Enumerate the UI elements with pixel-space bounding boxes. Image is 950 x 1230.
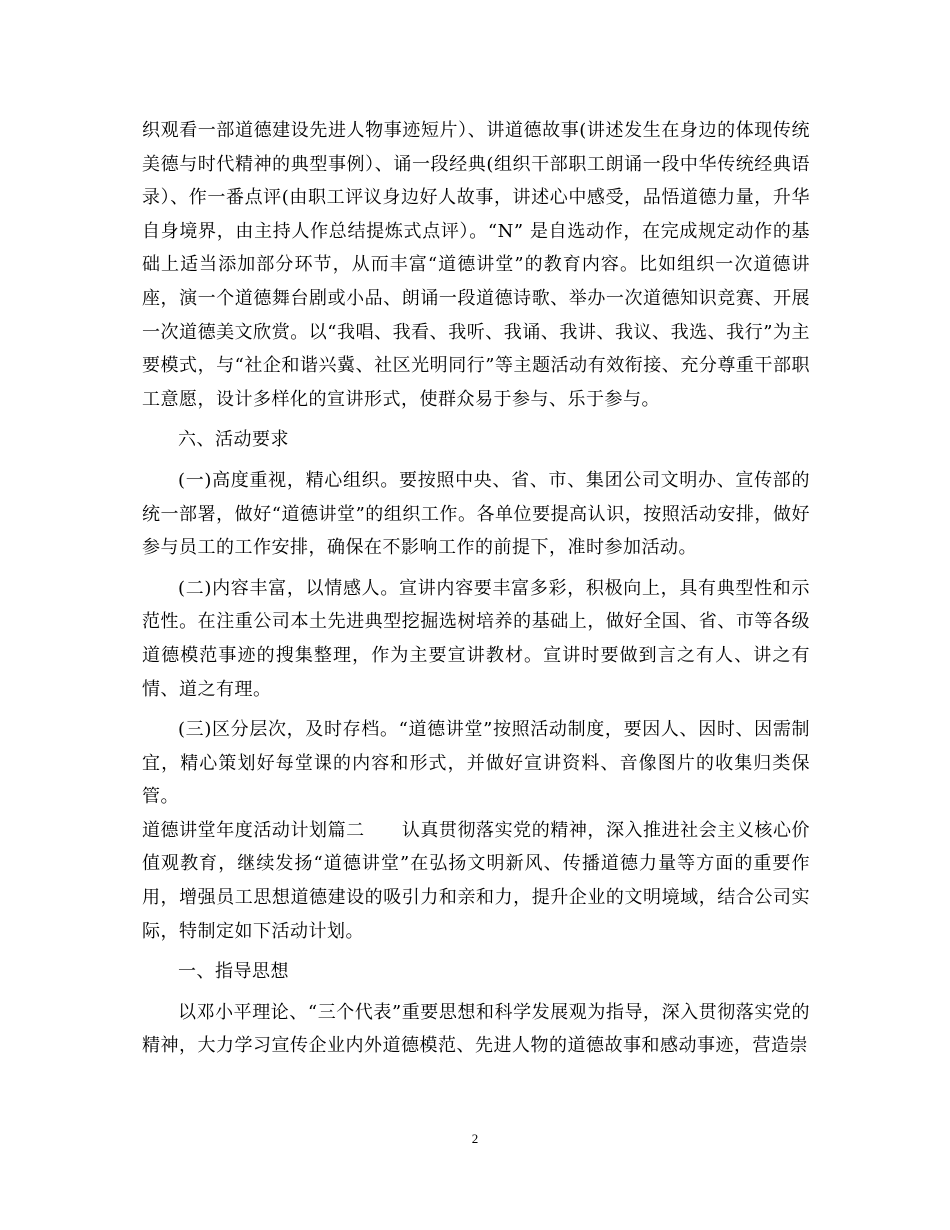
page-number: 2 bbox=[471, 1131, 479, 1146]
heading-guiding-ideology: 一、指导思想 bbox=[178, 961, 289, 983]
plan-two-intro-text: 认真贯彻落实党的精神，深入推进社会主义核心价值观教育，继续发扬“道德讲堂”在弘扬文明新风、传播道德力量等方面的重要作用，增强员工思想道德建设的吸引力和亲和力，提升企业的文明境域，结合公司实际，特制定如下活动计划。 bbox=[142, 819, 811, 942]
paragraph-plan-two-intro bbox=[142, 814, 810, 948]
paragraph-requirement-2: (二)内容丰富，以情感人。宣讲内容要丰富多彩，积极向上，具有典型性和示范性。在注重公司本土先进典型挖掘选树培养的基础上，做好全国、省、市等各级道德模范事迹的搜集整理，作为主要宣讲教材。宣讲时要做到言之有人、讲之有情、道之有理。 bbox=[142, 577, 810, 700]
paragraph-guiding-ideology: 以邓小平理论、“三个代表”重要思想和科学发展观为指导，深入贯彻落实党的精神，大力学习宣传企业内外道德模范、先进人物的道德故事和感动事迹，营造崇 bbox=[142, 1001, 810, 1057]
section-title: 道德讲堂年度活动计划篇二 bbox=[142, 819, 365, 841]
paragraph-requirement-3: (三)区分层次，及时存档。“道德讲堂”按照活动制度，要因人、因时、因需制宜，精心策划好每堂课的内容和形式，并做好宣讲资料、音像图片的收集归类保管。 bbox=[142, 719, 810, 808]
paragraph-requirement-1: (一)高度重视，精心组织。要按照中央、省、市、集团公司文明办、宣传部的统一部署，做好“道德讲堂”的组织工作。各单位要提高认识，按照活动安排，做好参与员工的工作安排，确保在不影响工作的前提下，准时参加活动。 bbox=[142, 469, 810, 559]
paragraph-activity-forms: 织观看一部道德建设先进人物事迹短片）、讲道德故事(讲述发生在身边的体现传统美德与时代精神的典型事例）、诵一段经典(组织干部职工朗诵一段中华传统经典语录）、作一番点评(由职工评议身边好人故事，讲述心中感受，品悟道德力量，升华自身境界，由主持人作总结提炼式点评）。“N” 是自选动作，在完成规定动作的基础上适当添加部分环节，从而丰富“道德讲堂”的教育内容。比如组织一次道德讲座，演一个道德舞台剧或小品、朗诵一段道德诗歌、举办一次道德知识竞赛、开展一次道德美文欣赏。以“我唱、我看、我听、我诵、我讲、我议、我选、我行”为主要模式，与“社企和谐兴冀、社区光明同行”等主题活动有效衔接、充分尊重干部职工意愿，设计多样化的宣讲形式，使群众易于参与、乐于参与。 bbox=[142, 120, 810, 410]
document-body bbox=[142, 114, 810, 1063]
title-spacer bbox=[365, 820, 402, 841]
heading-activity-requirements: 六、活动要求 bbox=[178, 429, 289, 451]
